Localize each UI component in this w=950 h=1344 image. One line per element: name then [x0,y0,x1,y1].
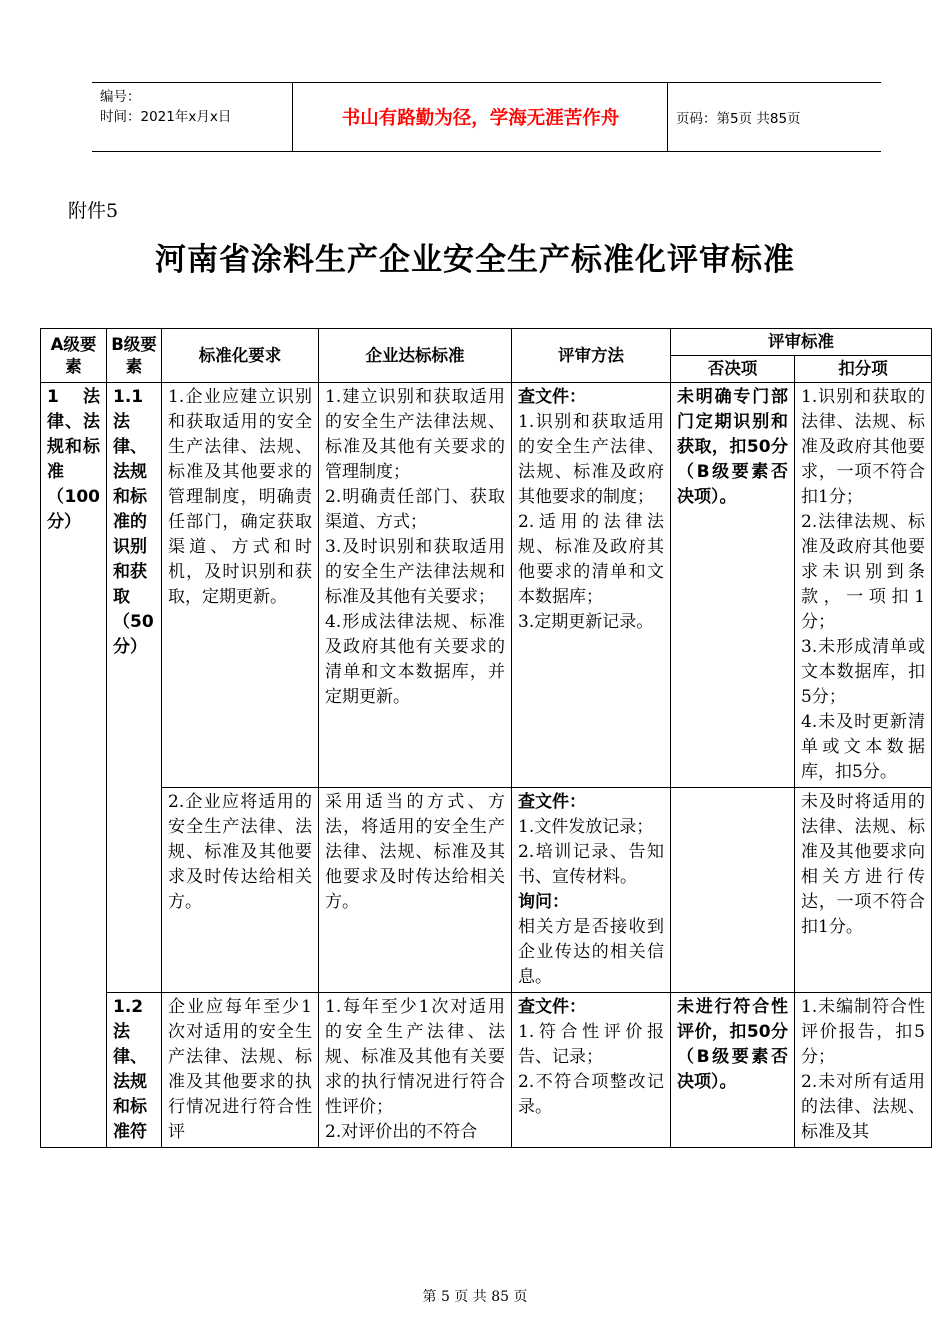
standard-cell [319,383,512,788]
table-row [41,383,932,788]
header-criteria: 评审标准 [671,329,932,356]
method-label: 查文件： [518,792,586,812]
deduct-cell [795,383,932,788]
standard-cell [319,993,512,1148]
b-level-text: 1.2 法律、法规和标准符 [113,997,147,1142]
deduct-item: 2.未对所有适用的法律、法规、标准及其 [801,1072,925,1142]
header-meta [100,87,231,127]
veto-cell [671,993,795,1148]
page-number-label: 页码：第5页 共85页 [676,111,801,127]
a-level-cell [41,383,107,1148]
header-divider [292,83,293,151]
time-label: 时间：2021年x月x日 [100,109,232,125]
deduct-item: 4.未及时更新清单或文本数据库，扣5分。 [801,712,925,782]
method-item: 1.识别和获取适用的安全生产法律、法规、标准及政府其他要求的制度； [518,412,664,507]
header-deduct: 扣分项 [795,356,932,383]
standard-item: 2.对评价出的不符合 [325,1122,478,1142]
requirement-cell [162,993,319,1148]
header-requirement: 标准化要求 [162,329,319,383]
table-header-row [41,329,932,356]
method-item: 1.文件发放记录； [518,817,654,837]
standard-cell: 采用适当的方式、方法，将适用的安全生产法律、法规、标准及其他要求及时传达给相关方。 [319,788,512,993]
requirement-cell: 1.企业应建立识别和获取适用的安全生产法律、法规、标准及其他要求的管理制度，明确责任部门，确定获取渠道、方式和时机，及时识别和获取，定期更新。 [162,383,319,788]
standards-table [40,328,932,1148]
deduct-item: 1.识别和获取的法律、法规、标准及政府其他要求，一项不符合扣1分； [801,387,925,507]
header-veto: 否决项 [671,356,795,383]
header-motto: 书山有路勤为径，学海无涯苦作舟 [341,108,620,129]
header-a-level: A级要素 [41,329,107,383]
veto-cell: 未明确专门部门定期识别和获取，扣50分（B级要素否决项）。 [671,383,795,788]
number-label: 编号： [100,89,141,105]
method-cell [512,383,671,788]
standard-item: 4.形成法律法规、标准及政府其他有关要求的清单和文本数据库，并定期更新。 [325,612,505,707]
deduct-item: 3.未形成清单或文本数据库，扣5分； [801,637,925,707]
method-cell [512,788,671,993]
attachment-label: 附件5 [68,200,119,222]
method-label: 查文件： [518,997,586,1017]
veto-cell [671,788,795,993]
header-divider [667,83,668,151]
b-level-cell [107,993,162,1148]
method-item: 2.不符合项整改记录。 [518,1072,664,1117]
method-label: 询问： [518,892,569,912]
a-level-text: 1 法律、法规和标准（100分） [47,387,100,532]
standard-item: 3.及时识别和获取适用的安全生产法律法规和标准及其他有关要求； [325,537,505,607]
standard-item: 2.明确责任部门、获取渠道、方式； [325,487,505,532]
page-footer: 第 5 页 共 85 页 [422,1289,528,1305]
method-item: 2.适用的法律法规、标准及政府其他要求的清单和文本数据库； [518,512,664,607]
table-row [41,788,932,993]
page-header [92,82,881,152]
header-method: 评审方法 [512,329,671,383]
header-standard: 企业达标标准 [319,329,512,383]
b-level-cell [107,383,162,993]
method-label: 查文件： [518,387,586,407]
veto-text: 未进行符合性评价，扣50分（B级要素否决项）。 [677,997,788,1092]
deduct-item: 1.未编制符合性评价报告，扣5分； [801,997,925,1067]
document-title: 河南省涂料生产企业安全生产标准化评审标准 [155,242,795,278]
method-item: 相关方是否接收到企业传达的相关信息。 [518,917,664,987]
standard-item: 1.建立识别和获取适用的安全生产法律法规、标准及其他有关要求的管理制度； [325,387,505,482]
requirement-cell: 2.企业应将适用的安全生产法律、法规、标准及其他要求及时传达给相关方。 [162,788,319,993]
deduct-item: 2.法律法规、标准及政府其他要求未识别到条款，一项扣1分； [801,512,925,632]
method-item: 2.培训记录、告知书、宣传材料。 [518,842,664,887]
method-cell [512,993,671,1148]
table-row [41,993,932,1148]
b-level-text: 1.1 法律、法规和标准的识别和获取（50分） [113,387,154,657]
requirement-text: 企业应每年至少1次对适用的安全生产法律、法规、标准及其他要求的执行情况进行符合性评 [168,997,312,1142]
deduct-cell: 未及时将适用的法律、法规、标准及其他要求向相关方进行传达，一项不符合扣1分。 [795,788,932,993]
standard-item: 1.每年至少1次对适用的安全生产法律、法规、标准及其他有关要求的执行情况进行符合性评价； [325,997,505,1117]
method-item: 1.符合性评价报告、记录； [518,1022,664,1067]
header-b-level: B级要素 [107,329,162,383]
method-item: 3.定期更新记录。 [518,612,654,632]
deduct-cell [795,993,932,1148]
